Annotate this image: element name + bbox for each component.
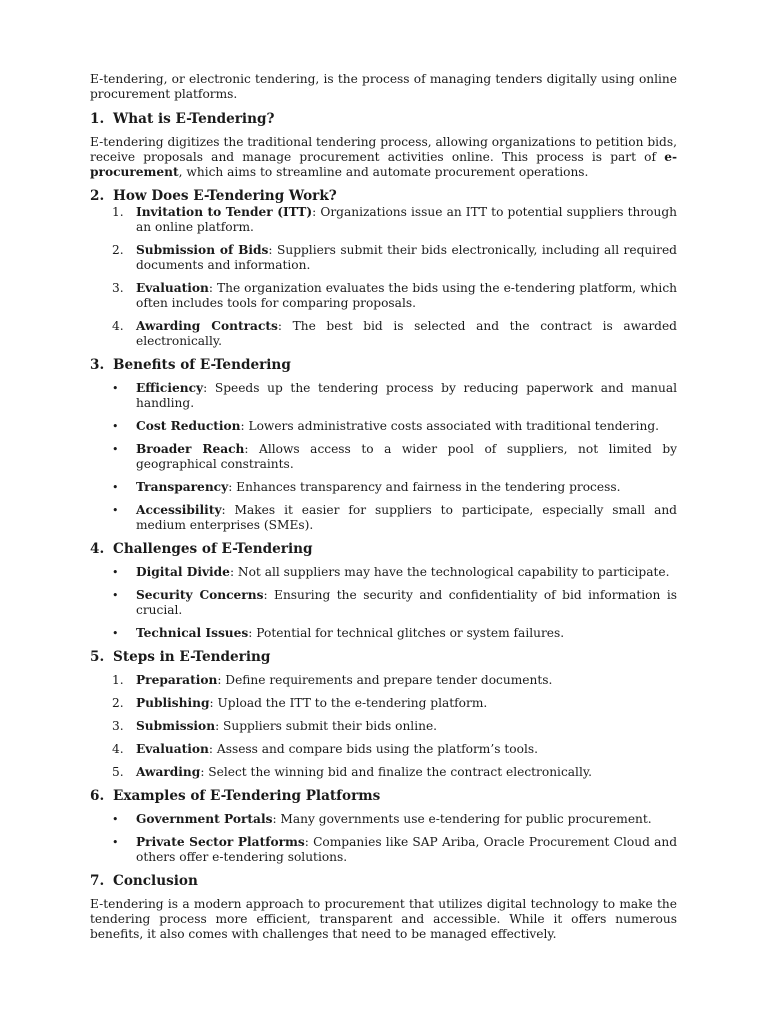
section-heading: 4. Challenges of E-Tendering [90, 541, 313, 557]
list-item: • Accessibility: Makes it easier for suppliers to participate, especially small and medium enterprises (SMEs). [112, 503, 677, 532]
list-item: 2. Submission of Bids: Suppliers submit their bids electronically, including all required documents and information. [112, 243, 677, 272]
numbered-list [90, 205, 677, 349]
bullet-icon: • [112, 443, 119, 456]
section-conclusion [90, 873, 677, 942]
list-item: 5. Awarding: Select the winning bid and finalize the contract electronically. [112, 765, 592, 779]
list-item: • Transparency: Enhances transparency and fairness in the tendering process. [112, 480, 621, 494]
section-examples [90, 788, 677, 865]
section-steps [90, 649, 677, 780]
bullet-list [90, 381, 677, 533]
section-challenges [90, 541, 677, 641]
list-item: • Security Concerns: Ensuring the security and confidentiality of bid information is crucial. [112, 588, 677, 617]
section-paragraph: E-tendering is a modern approach to procurement that utilizes digital technology to make the tendering process more efficient, transparent and accessible. While it offers numerous benefits, it also comes with challenges that need to be managed effectively. [90, 897, 677, 941]
list-item: • Government Portals: Many governments use e-tendering for public procurement. [112, 812, 652, 826]
section-what-is [90, 111, 677, 180]
bullet-icon: • [112, 836, 119, 849]
section-heading: 1. What is E-Tendering? [90, 111, 275, 127]
bullet-icon: • [112, 420, 119, 433]
section-heading: 2. How Does E-Tendering Work? [90, 188, 337, 204]
bullet-list [90, 565, 677, 641]
list-item: • Cost Reduction: Lowers administrative costs associated with traditional tendering. [112, 419, 660, 433]
intro-paragraph: E-tendering, or electronic tendering, is the process of managing tenders digitally using online procurement platforms. [90, 72, 677, 101]
bullet-icon: • [112, 813, 119, 826]
bullet-icon: • [112, 627, 119, 640]
section-heading: 6. Examples of E-Tendering Platforms [90, 788, 381, 804]
bullet-icon: • [112, 504, 119, 517]
bullet-icon: • [112, 589, 119, 602]
list-item: 2. Publishing: Upload the ITT to the e-tendering platform. [112, 696, 488, 710]
section-benefits [90, 357, 677, 533]
list-item: • Efficiency: Speeds up the tendering process by reducing paperwork and manual handling. [112, 381, 677, 410]
list-item: • Private Sector Platforms: Companies like SAP Ariba, Oracle Procurement Cloud and others offer e-tendering solutions. [112, 835, 677, 864]
section-heading: 5. Steps in E-Tendering [90, 649, 271, 665]
numbered-list [90, 673, 677, 780]
section-heading: 7. Conclusion [90, 873, 198, 889]
section-heading: 3. Benefits of E-Tendering [90, 357, 291, 373]
bullet-icon: • [112, 566, 119, 579]
bullet-list [90, 812, 677, 865]
section-how-it-works [90, 188, 677, 349]
list-item: 3. Evaluation: The organization evaluates the bids using the e-tendering platform, which often includes tools for comparing proposals. [112, 281, 677, 310]
section-paragraph: E-tendering digitizes the traditional tendering process, allowing organizations to petition bids, receive proposals and manage procurement activities online. This process is part of e-procurement, which aims to streamline and automate procurement operations. [90, 135, 677, 179]
list-item: 1. Preparation: Define requirements and prepare tender documents. [112, 673, 553, 687]
bullet-icon: • [112, 382, 119, 395]
document-body [90, 72, 677, 950]
list-item: 4. Awarding Contracts: The best bid is selected and the contract is awarded electronically. [112, 319, 677, 348]
list-item: 4. Evaluation: Assess and compare bids using the platform’s tools. [112, 742, 538, 756]
bullet-icon: • [112, 481, 119, 494]
list-item: • Digital Divide: Not all suppliers may have the technological capability to participate. [112, 565, 670, 579]
list-item: • Technical Issues: Potential for technical glitches or system failures. [112, 626, 565, 640]
list-item: • Broader Reach: Allows access to a wider pool of suppliers, not limited by geographical constraints. [112, 442, 678, 471]
list-item: 1. Invitation to Tender (ITT): Organizations issue an ITT to potential suppliers through an online platform. [112, 205, 677, 234]
list-item: 3. Submission: Suppliers submit their bids online. [112, 719, 438, 733]
